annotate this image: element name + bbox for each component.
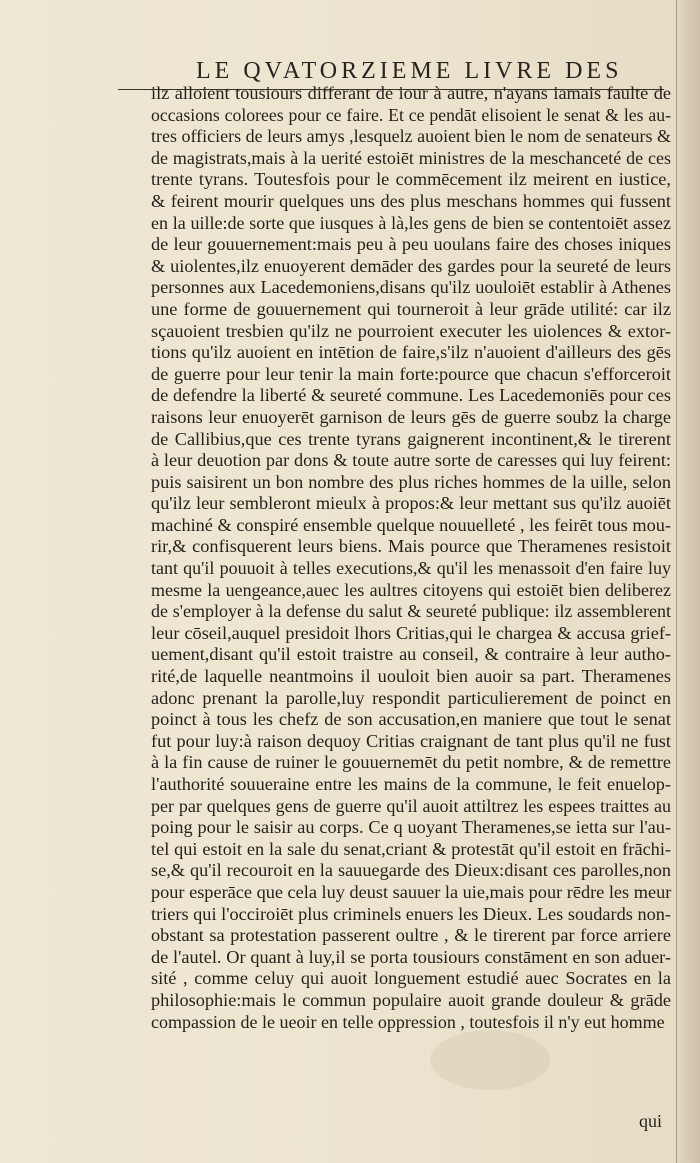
- text-line: rité,de laquelle neantmoins il uouloit bien auoir sa part. Theramenes: [151, 666, 671, 687]
- text-line: leur cōseil,auquel presidoit lhors Critias,qui le chargea & accusa grief-: [151, 622, 671, 643]
- text-line: personnes aux Lacedemoniens,disans qu'ilz uouloiēt establir à Athenes: [151, 277, 671, 298]
- text-line: occasions colorees pour ce faire. Et ce pendāt elisoient le senat & les au-: [151, 104, 671, 125]
- text-line: puis saisirent un bon nombre des plus riches hommes de la uille, selon: [151, 471, 671, 492]
- text-line: machiné & conspiré ensemble quelque nouuelleté , les feirēt tous mou-: [151, 514, 671, 535]
- text-line: fut pour luy:à raison dequoy Critias craignant de tant plus qu'il ne fust: [151, 730, 671, 751]
- text-line: uement,disant qu'il estoit traistre au conseil, & contraire à leur autho-: [151, 644, 671, 665]
- text-line: en la uille:de sorte que iusques à là,les gens de bien se contentoiēt assez: [151, 212, 671, 233]
- text-line: tant qu'il pouuoit à telles executions,& qu'il les menassoit d'en faire luy: [151, 558, 671, 579]
- text-line: mesme la uengeance,auec les aultres citoyens qui estoiēt bien deliberez: [151, 579, 671, 600]
- text-line: l'authorité souueraine entre les mains de la commune, le feit enuelop-: [151, 774, 671, 794]
- text-line: adonc prenant la parolle,luy respondit particulierement de poinct en: [151, 687, 671, 708]
- text-line: & feirent mourir quelques uns des plus meschans hommes qui fussent: [151, 190, 671, 211]
- text-line: trente tyrans. Toutesfois pour le commēcement ilz meirent en iustice,: [151, 169, 671, 190]
- text-line: triers qui l'occiroiēt plus criminels enuers les Dieux. Les soudards non-: [151, 903, 671, 924]
- text-line: philosophie:mais le commun populaire auoit grande douleur & grāde: [151, 989, 671, 1010]
- text-line: de Callibius,que ces trente tyrans gaignerent incontinent,& le tirerent: [151, 428, 671, 449]
- body-text: [151, 83, 671, 1033]
- text-line: de magistrats,mais à la uerité estoiēt ministres de la meschanceté de ces: [151, 147, 671, 168]
- text-line: rir,& confisquerent leurs biens. Mais pource que Theramenes resistoit: [151, 536, 671, 557]
- catchword: qui: [639, 1111, 663, 1131]
- running-head: LE QVATORZIEME LIVRE DES: [196, 58, 623, 84]
- text-line: compassion de le ueoir en telle oppression , toutesfois il n'y eut homme: [151, 1011, 665, 1032]
- text-line: obstant sa protestation passerent oultre , & le tirerent par force arriere: [151, 925, 671, 946]
- text-line: une forme de gouuernement qui tourneroit à leur grāde utilité: car ilz: [151, 298, 671, 319]
- page-edge: [676, 0, 677, 1163]
- text-line: tions qu'ilz auoient en intētion de faire,s'ilz n'auoient d'ailleurs des gēs: [151, 342, 671, 363]
- text-line: raisons leur enuoyerēt garnison de leurs gēs de guerre soubz la charge: [151, 406, 671, 427]
- text-line: se,& qu'il recouroit en la sauuegarde des Dieux:disant ces parolles,non: [151, 860, 671, 881]
- text-line: tel qui estoit en la sale du senat,criant & protestāt qu'il estoit en frāchi-: [151, 838, 671, 859]
- text-line: sçauoient tresbien qu'ilz ne pourroient executer les uiolences & extor-: [151, 320, 671, 341]
- text-line: ilz alloient tousiours differant de iour à autre, n'ayans iamais faulte de: [151, 83, 671, 103]
- text-line: à leur deuotion par dons & toute autre sorte de caresses qui luy feirent:: [151, 450, 671, 471]
- text-line: qu'ilz leur sembleront mieulx à propos:& leur mettant sus qu'ilz auoiēt: [151, 493, 671, 514]
- text-line: & uiolentes,ilz enuoyerent demāder des gardes pour la seureté de leurs: [151, 255, 671, 276]
- paper-stain: [430, 1030, 550, 1090]
- text-line: de leur gouuernement:mais peu à peu uoulans faire des choses iniques: [151, 234, 671, 255]
- text-line: de defendre la liberté & seureté commune. Les Lacedemoniēs pour ces: [151, 385, 671, 406]
- text-line: tres officiers de leurs amys ,lesquelz auoient bien le nom de senateurs &: [151, 126, 672, 147]
- text-line: per par quelques gens de guerre qu'il auoit attiltrez les espees traittes au: [151, 795, 671, 816]
- text-line: poinct à tous les chefz de son accusation,en maniere que tout le senat: [151, 709, 671, 730]
- text-line: pour esperāce que cela luy deust sauuer la uie,mais pour rēdre les meur: [151, 881, 672, 902]
- text-line: poing pour le saisir au corps. Ce q uoyant Theramenes,se ietta sur l'au-: [151, 817, 671, 838]
- text-line: de guerre pour leur tenir la main forte:pource que chacun s'efforceroit: [151, 363, 671, 384]
- text-line: de s'employer à la defense du salut & seureté publique: ilz assemblerent: [151, 601, 671, 622]
- text-line: de l'autel. Or quant à luy,il se porta tousiours constāment en son aduer-: [151, 946, 671, 967]
- text-line: sité , comme celuy qui auoit longuement estudié auec Socrates en la: [151, 968, 671, 989]
- text-line: à la fin cause de ruiner le gouuernemēt du petit nombre, & de remettre: [151, 752, 671, 773]
